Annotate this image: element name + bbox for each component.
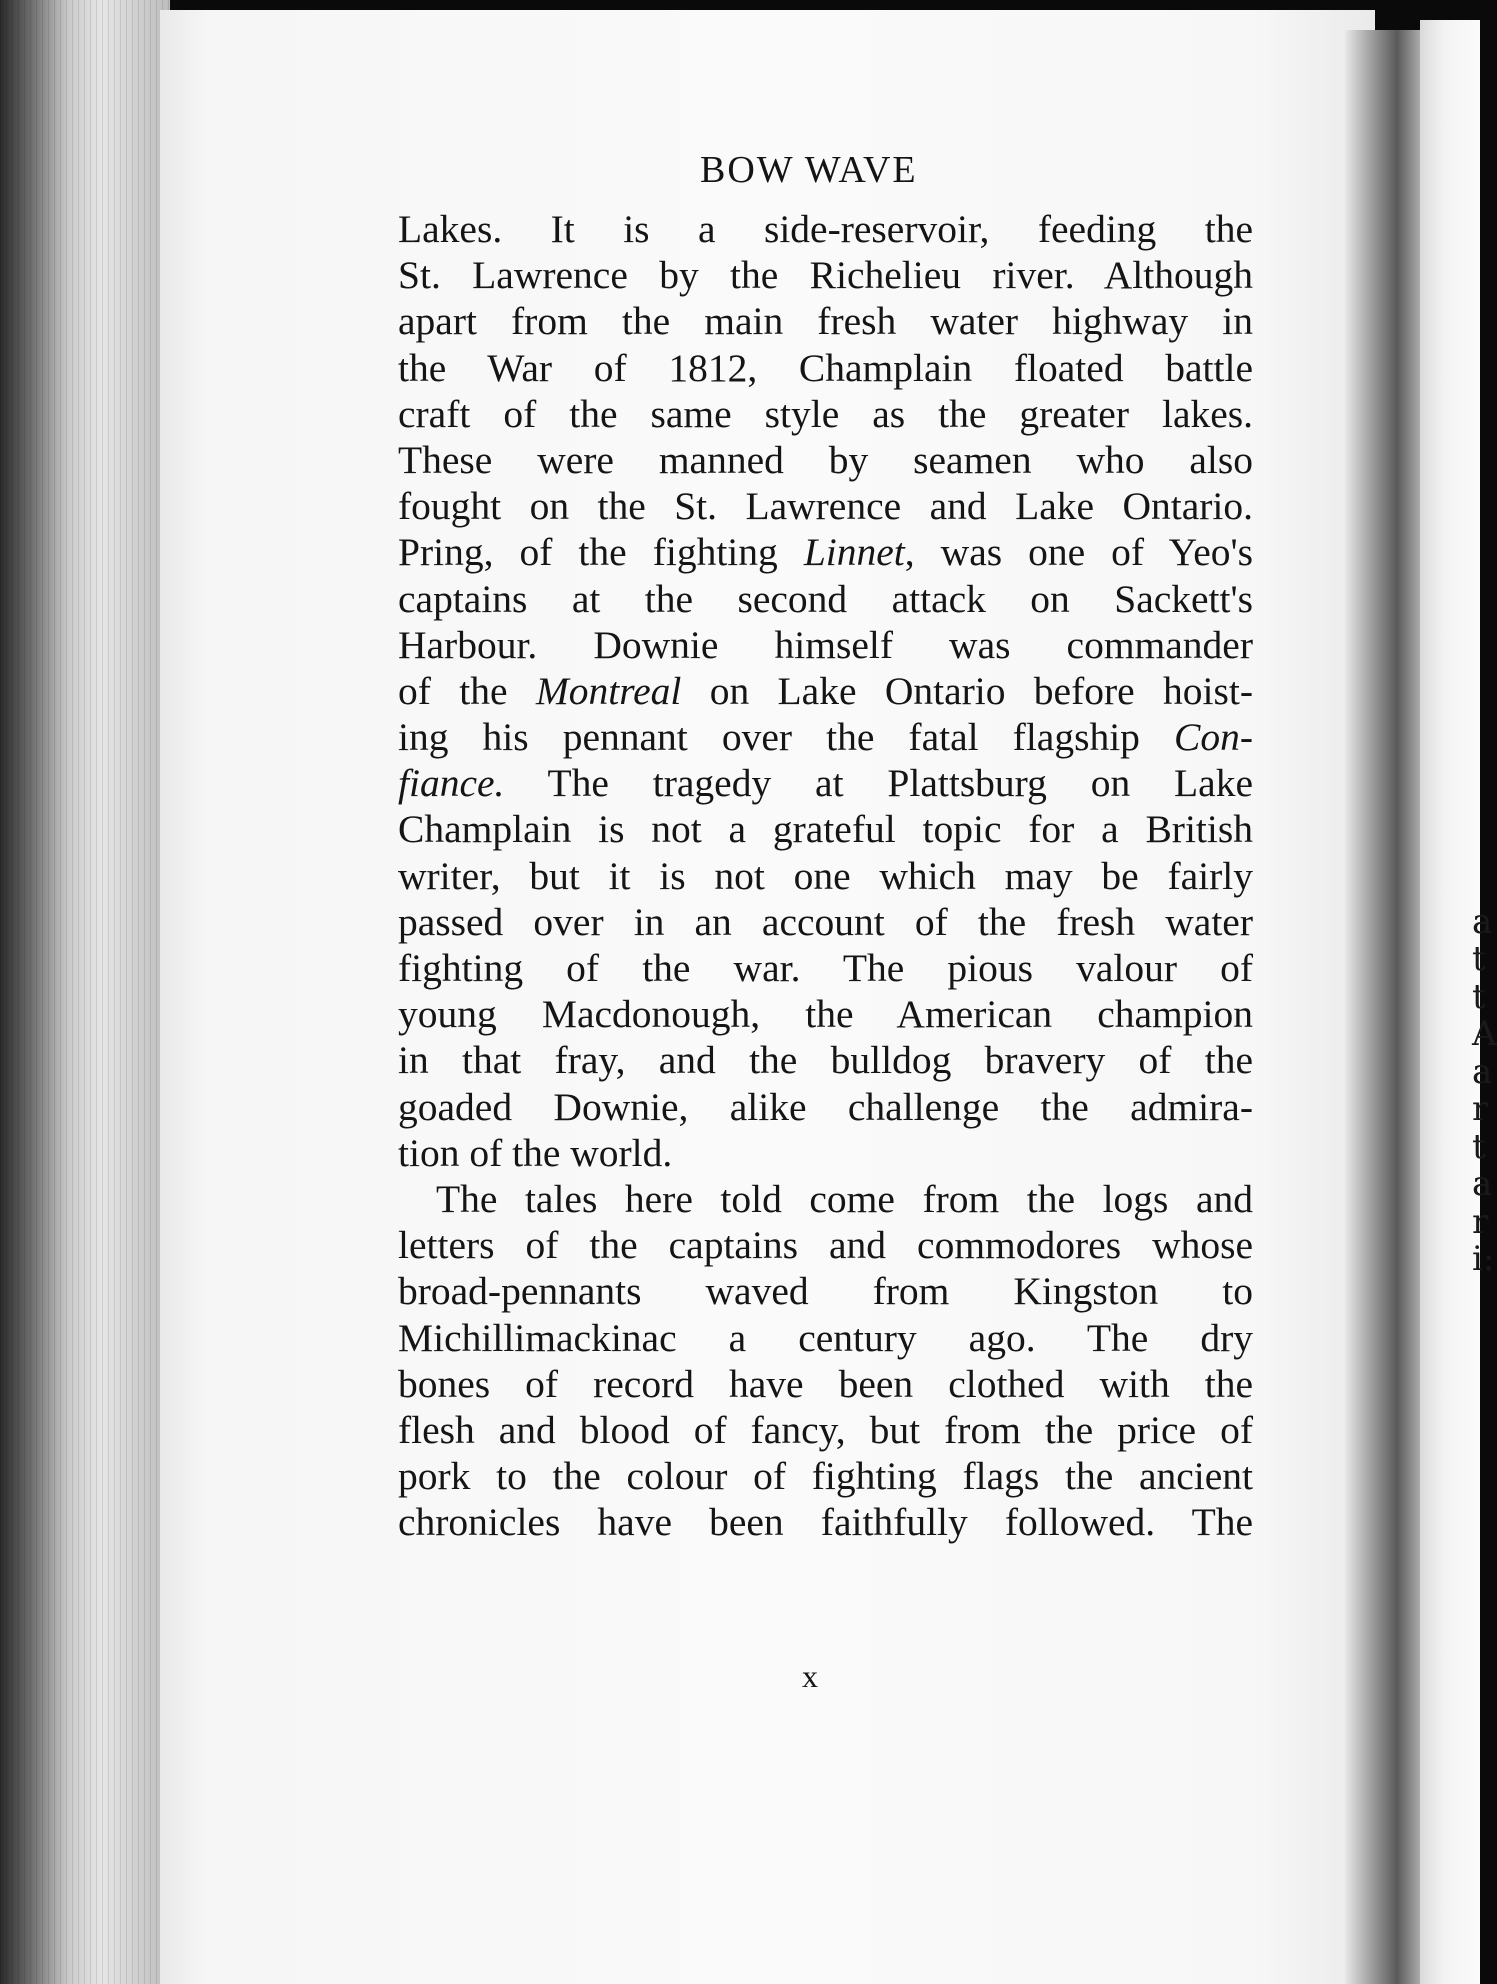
- book-page-edges: [0, 0, 170, 1984]
- text-line: Harbour. Downie himself was commander: [398, 622, 1253, 667]
- text-line: tion of the world.: [398, 1130, 673, 1175]
- facing-page-fragment: t: [1472, 939, 1486, 979]
- text-line: writer, but it is not one which may be fairly: [398, 853, 1253, 898]
- facing-page-fragment: a: [1472, 1052, 1493, 1092]
- text-line: fought on the St. Lawrence and Lake Ontario.: [398, 484, 1253, 529]
- text-line: St. Lawrence by the Richelieu river. Although: [398, 253, 1253, 298]
- facing-page-fragment: t: [1472, 977, 1486, 1017]
- text-line: These were manned by seamen who also: [398, 437, 1253, 482]
- text-line: fighting of the war. The pious valour of: [398, 946, 1253, 990]
- facing-page-fragment: i:: [1472, 1239, 1495, 1279]
- text-line: fiance. The tragedy at Plattsburg on Lake: [398, 761, 1253, 806]
- text-line: ing his pennant over the fatal flagship Con-: [398, 715, 1253, 760]
- facing-page-fragment: r: [1472, 1202, 1489, 1242]
- text-line: Champlain is not a grateful topic for a British: [398, 807, 1253, 852]
- text-line: young Macdonough, the American champion: [398, 992, 1253, 1037]
- text-line: letters of the captains and commodores whose: [398, 1223, 1253, 1268]
- facing-page-fragment: A: [1472, 1014, 1497, 1054]
- text-line: the War of 1812, Champlain floated battle: [398, 345, 1253, 390]
- facing-page-edge: [1420, 20, 1497, 1984]
- text-line: Lakes. It is a side-reservoir, feeding the: [398, 207, 1253, 251]
- text-line: broad-pennants waved from Kingston to: [398, 1269, 1253, 1314]
- text-line: pork to the colour of fighting flags the ancient: [398, 1454, 1253, 1499]
- text-line: Michillimackinac a century ago. The dry: [398, 1315, 1253, 1360]
- text-line: Pring, of the fighting Linnet, was one of Yeo's: [398, 530, 1253, 575]
- body-text: [398, 206, 1253, 1545]
- facing-page-fragment: a: [1472, 1164, 1493, 1204]
- text-line: of the Montreal on Lake Ontario before hoist-: [398, 668, 1253, 713]
- text-line: The tales here told come from the logs and: [436, 1176, 1253, 1221]
- text-line: flesh and blood of fancy, but from the price of: [398, 1407, 1253, 1452]
- running-head: BOW WAVE: [700, 149, 918, 191]
- text-line: goaded Downie, alike challenge the admira-: [398, 1084, 1253, 1129]
- facing-page-fragment: t: [1472, 1127, 1486, 1167]
- text-line: captains at the second attack on Sackett's: [398, 576, 1253, 621]
- text-line: craft of the same style as the greater lakes.: [398, 391, 1253, 436]
- text-line: chronicles have been faithfully followed. The: [398, 1500, 1253, 1545]
- facing-page-fragment: a: [1472, 902, 1493, 942]
- facing-page-fragment: r: [1472, 1089, 1489, 1129]
- text-line: passed over in an account of the fresh water: [398, 899, 1253, 944]
- page-number: x: [802, 1658, 818, 1694]
- text-line: in that fray, and the bulldog bravery of the: [398, 1038, 1253, 1083]
- text-line: apart from the main fresh water highway in: [398, 299, 1253, 344]
- binding-gutter-shadow: [1345, 30, 1425, 1984]
- text-line: bones of record have been clothed with the: [398, 1361, 1253, 1406]
